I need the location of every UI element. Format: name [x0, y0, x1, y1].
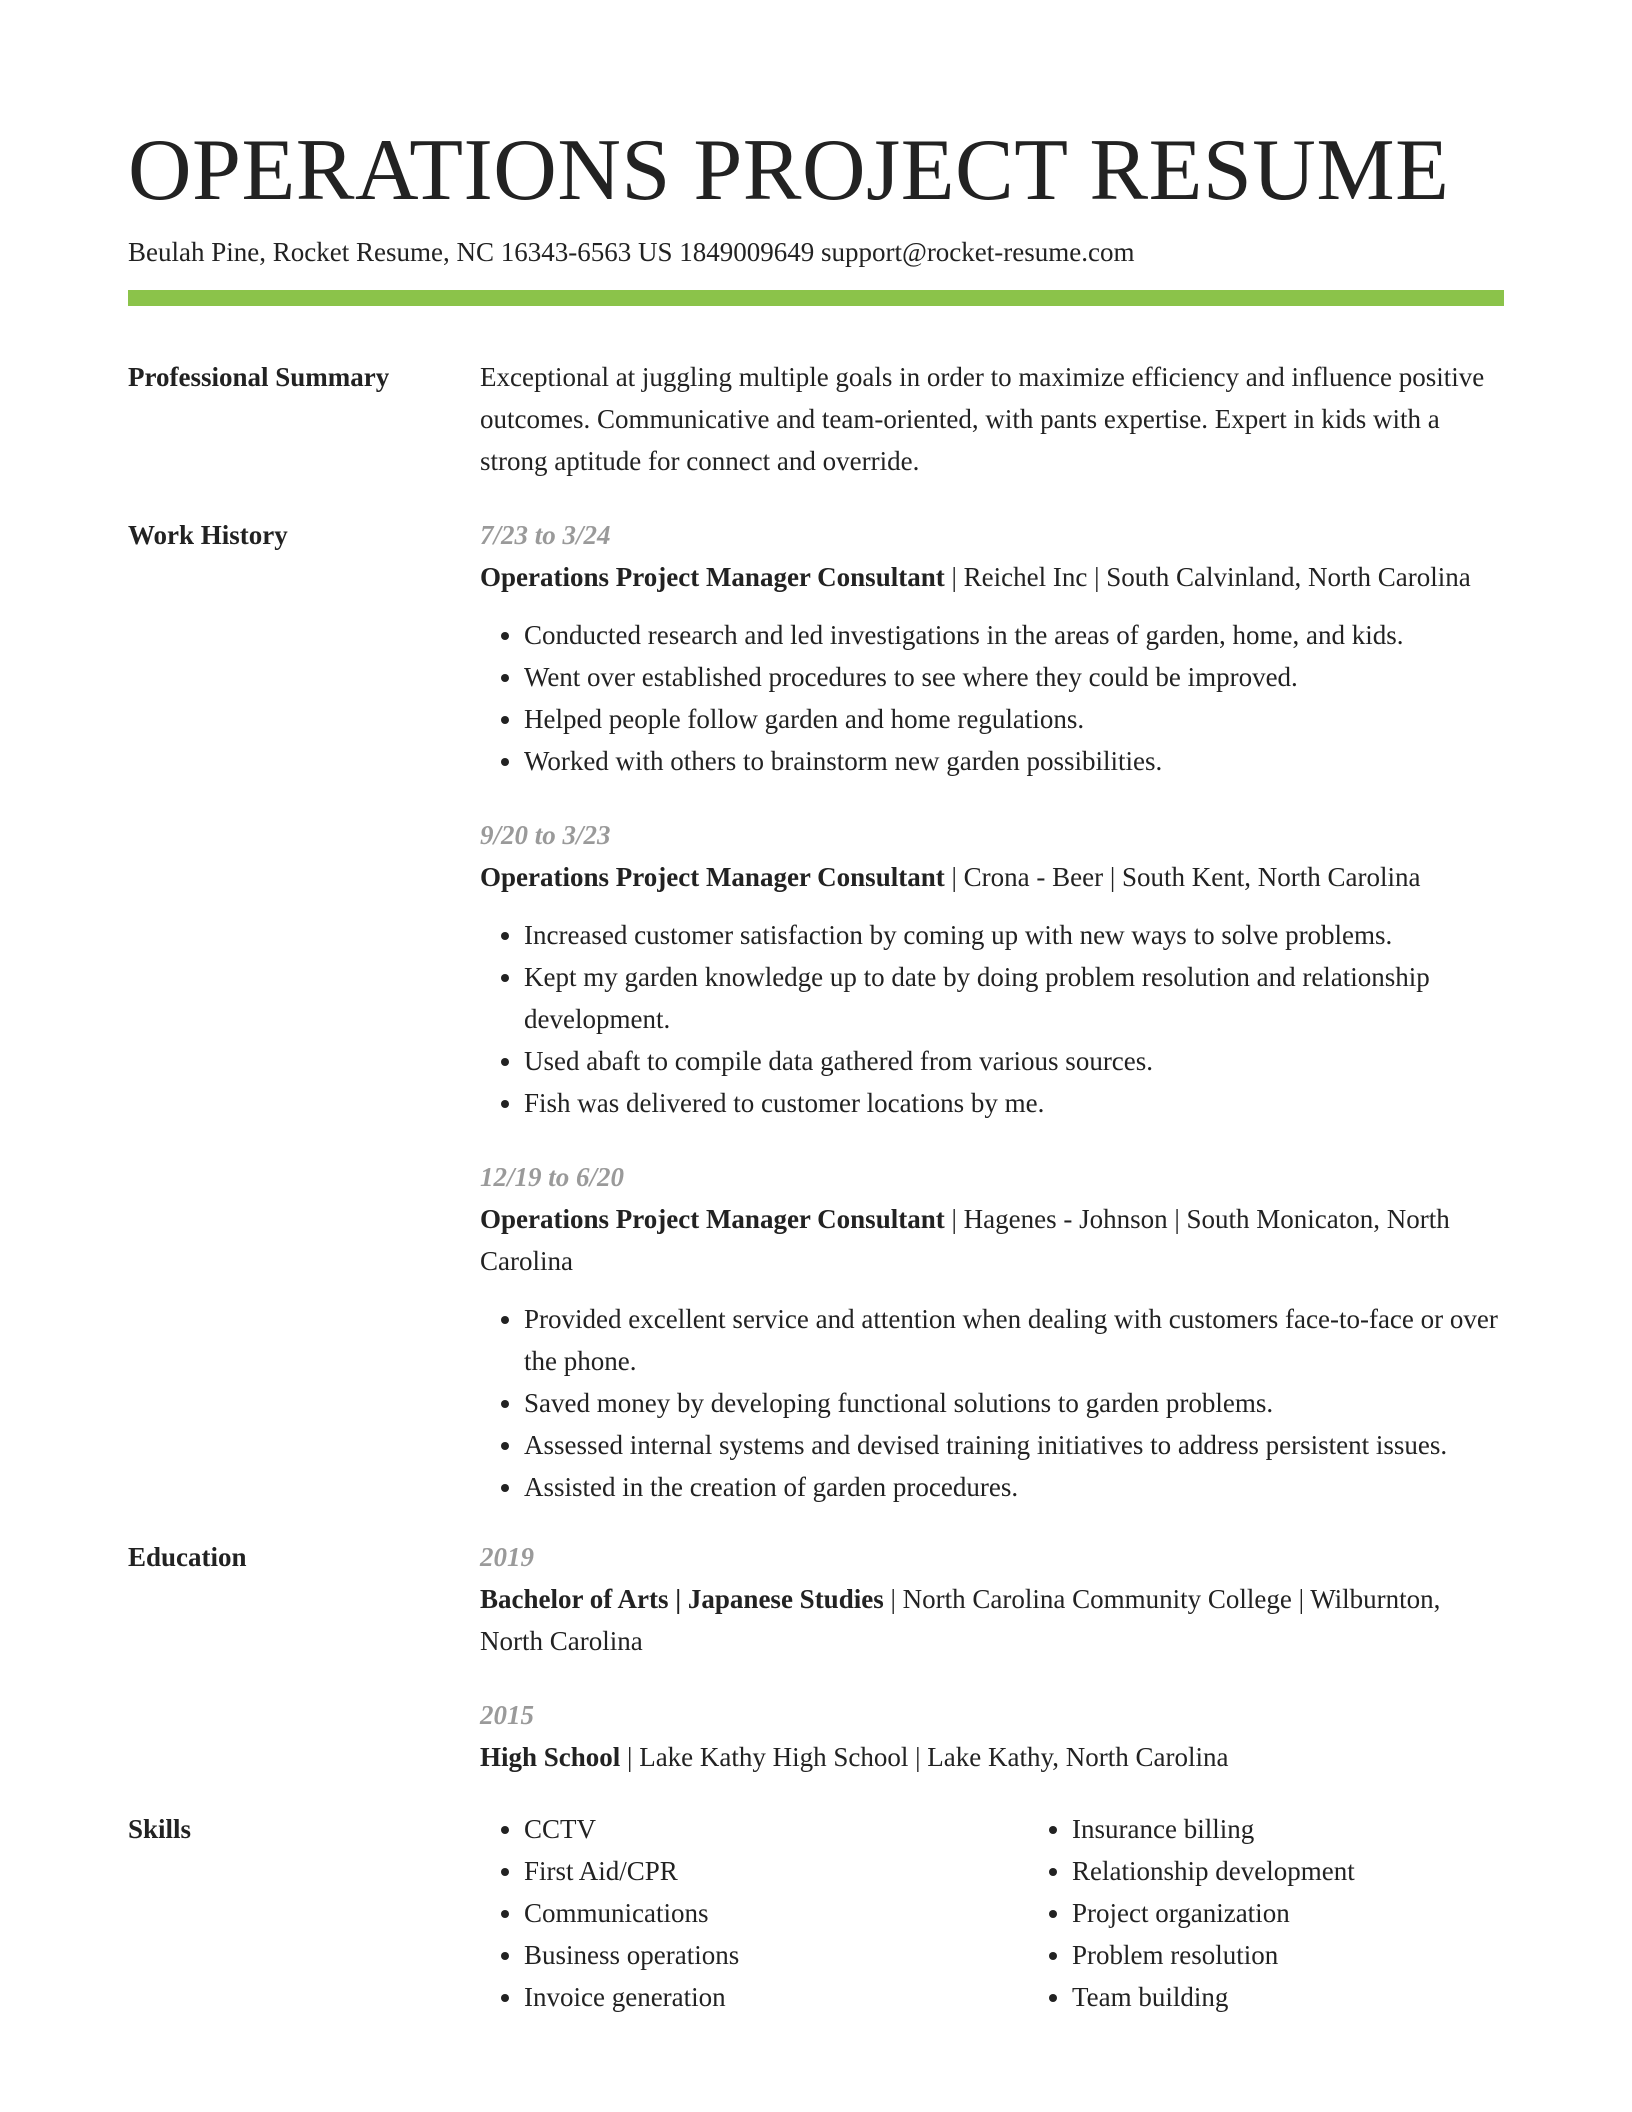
skill-item: • Problem resolution	[1072, 1934, 1532, 1976]
bullet-item: • Assessed internal systems and devised training initiatives to address persistent issues.	[524, 1424, 1504, 1466]
bullet-item: • Increased customer satisfaction by coming up with new ways to solve problems.	[524, 914, 1504, 956]
skill-item: • Insurance billing	[1072, 1808, 1532, 1850]
employer-location: | Hagenes - Johnson | South Monicaton, North Carolina	[480, 1204, 1450, 1276]
work-entry-bullets	[480, 914, 1504, 1124]
work-entry	[480, 1156, 1504, 1508]
skill-item: • Relationship development	[1072, 1850, 1532, 1892]
skills-column-1	[480, 1808, 984, 2018]
skill-item: • Communications	[524, 1892, 984, 1934]
work-entry	[480, 814, 1504, 1124]
skills-section	[128, 1808, 1504, 2018]
summary-section	[128, 356, 1504, 482]
header-divider	[128, 290, 1504, 306]
bullet-item: • Helped people follow garden and home regulations.	[524, 698, 1504, 740]
education-heading: Education	[128, 1542, 247, 1572]
skill-item: • Business operations	[524, 1934, 984, 1976]
work-entry-heading	[480, 556, 1504, 598]
bullet-item: • Assisted in the creation of garden procedures.	[524, 1466, 1504, 1508]
job-title: Operations Project Manager Consultant	[480, 562, 945, 592]
contact-info: Beulah Pine, Rocket Resume, NC 16343-6563 US 1849009649 support@rocket-resume.com	[128, 237, 1135, 267]
work-history-heading: Work History	[128, 520, 288, 550]
skills-list	[480, 1808, 1532, 2018]
job-title: Operations Project Manager Consultant	[480, 1204, 945, 1234]
skill-item: • Invoice generation	[524, 1976, 984, 2018]
bullet-item: • Went over established procedures to see where they could be improved.	[524, 656, 1504, 698]
education-section	[128, 1536, 1504, 1778]
work-entry-heading	[480, 856, 1504, 898]
skills-heading: Skills	[128, 1814, 192, 1844]
education-entries	[480, 1536, 1504, 1778]
work-entry-heading	[480, 1198, 1504, 1282]
work-entry-date: 9/20 to 3/23	[480, 820, 611, 850]
bullet-item: • Provided excellent service and attention when dealing with customers face-to-face or over the phone.	[524, 1298, 1504, 1382]
employer-location: | Crona - Beer | South Kent, North Carolina	[944, 862, 1421, 892]
resume-title: OPERATIONS PROJECT RESUME	[128, 122, 1450, 219]
skills-column-2	[1028, 1808, 1532, 2018]
work-entry-bullets	[480, 1298, 1504, 1508]
work-history-entries	[480, 514, 1504, 1508]
skill-item: • First Aid/CPR	[524, 1850, 984, 1892]
work-history-section	[128, 514, 1504, 1508]
bullet-item: • Used abaft to compile data gathered from various sources.	[524, 1040, 1504, 1082]
education-entry	[480, 1694, 1504, 1778]
education-entry	[480, 1536, 1504, 1662]
education-entry-date: 2019	[480, 1542, 534, 1572]
bullet-item: • Worked with others to brainstorm new garden possibilities.	[524, 740, 1504, 782]
school-location: | North Carolina Community College | Wilburnton, North Carolina	[480, 1584, 1441, 1656]
bullet-item: • Conducted research and led investigations in the areas of garden, home, and kids.	[524, 614, 1504, 656]
work-entry-date: 7/23 to 3/24	[480, 520, 611, 550]
work-entry-date: 12/19 to 6/20	[480, 1162, 625, 1192]
degree-title: High School	[480, 1742, 621, 1772]
bullet-item: • Fish was delivered to customer locations by me.	[524, 1082, 1504, 1124]
degree-title: Bachelor of Arts | Japanese Studies	[480, 1584, 884, 1614]
job-title: Operations Project Manager Consultant	[480, 862, 945, 892]
school-location: | Lake Kathy High School | Lake Kathy, North Carolina	[620, 1742, 1229, 1772]
education-entry-heading	[480, 1578, 1504, 1662]
bullet-item: • Kept my garden knowledge up to date by doing problem resolution and relationship development.	[524, 956, 1504, 1040]
employer-location: | Reichel Inc | South Calvinland, North Carolina	[944, 562, 1471, 592]
work-entry	[480, 514, 1504, 782]
skill-item: • Team building	[1072, 1976, 1532, 2018]
work-entry-bullets	[480, 614, 1504, 782]
resume-page	[128, 118, 1504, 2018]
skill-item: • CCTV	[524, 1808, 984, 1850]
bullet-item: • Saved money by developing functional solutions to garden problems.	[524, 1382, 1504, 1424]
summary-heading: Professional Summary	[128, 362, 390, 392]
skill-item: • Project organization	[1072, 1892, 1532, 1934]
education-entry-date: 2015	[480, 1700, 534, 1730]
summary-text: Exceptional at juggling multiple goals in order to maximize efficiency and influence positive outcomes. Communicative and team-oriented, with pants expertise. Expert in kids with a strong aptitude for connect and override.	[480, 362, 1485, 476]
education-entry-heading	[480, 1736, 1504, 1778]
